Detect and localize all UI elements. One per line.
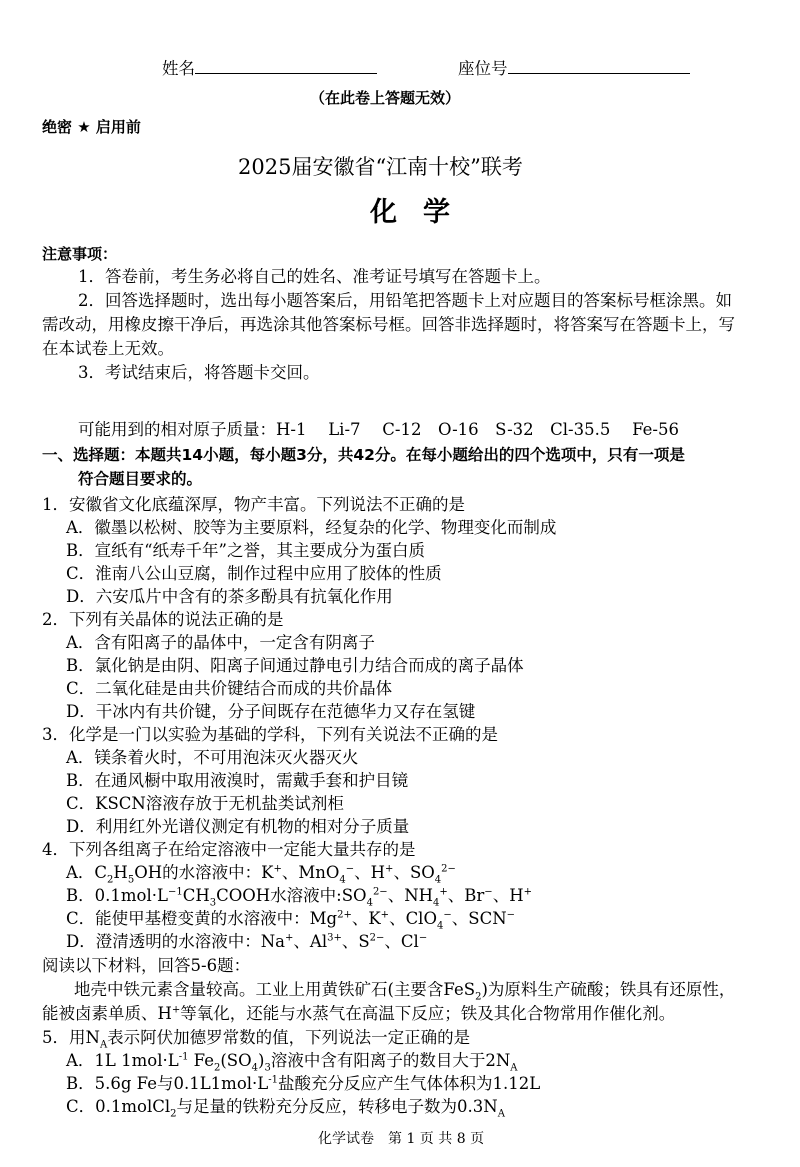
- q4-option-d: D．澄清透明的水溶液中：Na+、$Al^{3+}$、$S^{2-}$、Cl−: [66, 932, 428, 951]
- q2-stem: 2．下列有关晶体的说法正确的是: [42, 610, 284, 629]
- q2-option-d: D．干冰内有共价键，分子间既存在范德华力又存在氢键: [66, 702, 476, 721]
- seat-label: 座位号: [458, 59, 508, 78]
- section1-heading-b: 符合题目要求的。: [78, 470, 203, 488]
- q4-option-c: C．能使甲基橙变黄的水溶液中：$Mg^{2+}$、K+、ClO$_4$−、SCN−: [66, 909, 516, 932]
- q1-option-c: C．淮南八公山豆腐，制作过程中应用了胶体的性质: [66, 564, 442, 583]
- seat-field: [458, 56, 690, 80]
- q3-option-c: C．KSCN溶液存放于无机盐类试剂柜: [66, 794, 344, 813]
- material-text-b: 能被卤素单质、H+等氧化，还能与水蒸气在高温下反应；铁及其化合物常用作催化剂。: [42, 1004, 676, 1023]
- q1-option-d: D．六安瓜片中含有的茶多酚具有抗氧化作用: [66, 587, 393, 606]
- q5-option-c: C．0.1molCl$_2$与足量的铁粉充分反应，转移电子数为$0.3N_A$: [66, 1097, 505, 1120]
- material-lead: 阅读以下材料，回答5-6题：: [42, 956, 251, 975]
- invalid-notice: （在此卷上答题无效）: [310, 89, 461, 107]
- subject-title: 化学: [370, 197, 476, 228]
- instruction-2b: 需改动，用橡皮擦干净后，再选涂其他答案标号框。回答非选择题时，将答案写在答题卡上，写: [42, 315, 735, 334]
- instructions-heading: 注意事项：: [42, 245, 118, 263]
- material-text-a: 地壳中铁元素含量较高。工业上用黄铁矿石(主要含FeS$_2$)为原料生产硫酸；铁具有还原性，: [74, 980, 736, 1003]
- q3-option-a: A．镁条着火时，不可用泡沫灭火器灭火: [66, 748, 359, 767]
- secret-mark: 绝密 ★ 启用前: [42, 118, 141, 136]
- q1-option-a: A．徽墨以松树、胶等为主要原料，经复杂的化学、物理变化而制成: [66, 518, 557, 537]
- instruction-1: 1．答卷前，考生务必将自己的姓名、准考证号填写在答题卡上。: [78, 267, 551, 286]
- atomic-masses: 可能用到的相对原子质量：H-1 Li-7 C-12 O-16 S-32 Cl-35.5 Fe-56: [78, 420, 679, 439]
- name-label: 姓名: [162, 59, 195, 78]
- q5-option-a: A．1L $1mol\cdot L^{-1}$ $Fe_2(SO_4)_3$溶液中含有阳离子的数目大于$2N_A$: [66, 1051, 518, 1074]
- q4-option-b: B．$0.1mol\cdot L^{-1}CH_3COOH$水溶液中$:SO_4^{2-}$、$NH_4^+$、Br−、H+: [66, 886, 532, 909]
- q2-option-b: B．氯化钠是由阴、阳离子间通过静电引力结合而成的离子晶体: [66, 656, 524, 675]
- q3-stem: 3．化学是一门以实验为基础的学科，下列有关说法不正确的是: [42, 725, 498, 744]
- q1-option-b: B．宣纸有“纸寿千年”之誉，其主要成分为蛋白质: [66, 541, 425, 560]
- q5-stem: 5．用$N_A$表示阿伏加德罗常数的值，下列说法一定正确的是: [42, 1028, 471, 1051]
- q1-stem: 1．安徽省文化底蕴深厚，物产丰富。下列说法不正确的是: [42, 495, 465, 514]
- q4-option-a: A．$C_2H_5OH$的水溶液中：K+、MnO$_4$−、H+、$SO_4^{2-}$: [66, 863, 456, 886]
- q2-option-a: A．含有阳离子的晶体中，一定含有阴离子: [66, 633, 375, 652]
- exam-title: 2025届安徽省“江南十校”联考: [238, 155, 523, 179]
- page-footer: 化学试卷 第 1 页 共 8 页: [318, 1131, 485, 1147]
- q3-option-b: B．在通风橱中取用液溴时，需戴手套和护目镜: [66, 771, 409, 790]
- q2-option-c: C．二氧化硅是由共价键结合而成的共价晶体: [66, 679, 393, 698]
- seat-blank: [508, 56, 690, 74]
- instruction-2a: 2．回答选择题时，选出每小题答案后，用铅笔把答题卡上对应题目的答案标号框涂黑。如: [78, 291, 732, 310]
- q5-option-b: B．5.6g Fe与$0.1L1mol\cdot L^{-1}$盐酸充分反应产生气体体积为1.12L: [66, 1074, 541, 1093]
- instruction-3: 3．考试结束后，将答题卡交回。: [78, 363, 320, 382]
- section1-heading-a: 一、选择题：本题共14小题，每小题3分，共42分。在每小题给出的四个选项中，只有一项是: [42, 446, 685, 464]
- instruction-2c: 在本试卷上无效。: [42, 339, 174, 358]
- name-blank: [195, 56, 377, 74]
- q4-stem: 4．下列各组离子在给定溶液中一定能大量共存的是: [42, 840, 416, 859]
- name-field: [162, 56, 377, 80]
- q3-option-d: D．利用红外光谱仪测定有机物的相对分子质量: [66, 817, 410, 836]
